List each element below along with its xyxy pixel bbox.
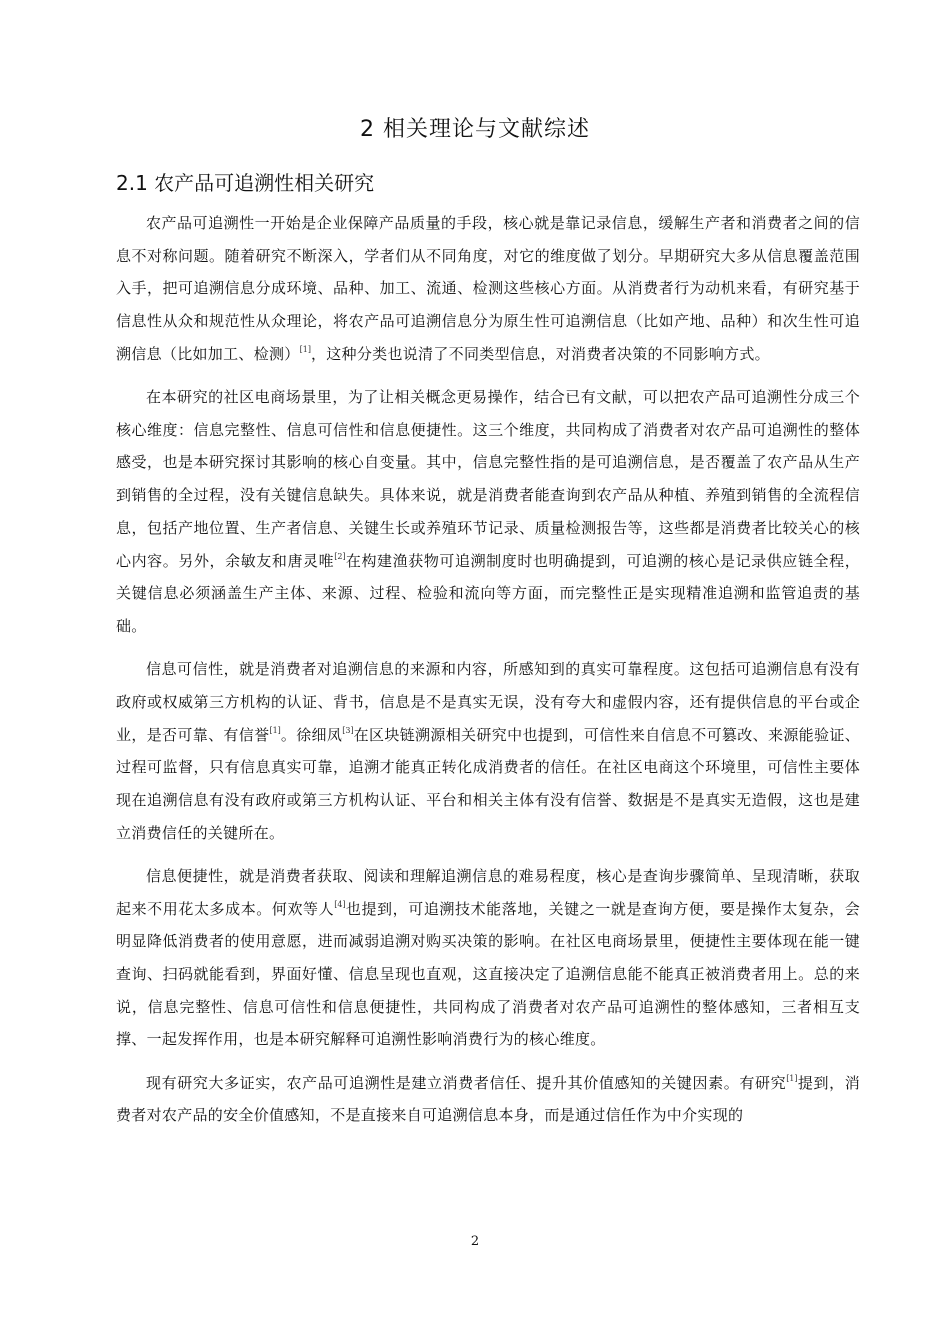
paragraph-text: 信息可信性，就是消费者对追溯信息的来源和内容，所感知到的真实可靠程度。这包括可追溯信息有没有政府或权威第三方机构的认证、背书，信息是不是真实无误，没有夸大和虚假内容，还有提供信息的平台或企业，是否可靠、有信誉 xyxy=(116,660,860,744)
paragraph-text: 在本研究的社区电商场景里，为了让相关概念更易操作，结合已有文献，可以把农产品可追溯性分成三个核心维度：信息完整性、信息可信性和信息便捷性。这三个维度，共同构成了消费者对农产品可追溯性的整体感受，也是本研究探讨其影响的核心自变量。其中，信息完整性指的是可追溯信息，是否覆盖了农产品从生产到销售的全过程，没有关键信息缺失。具体来说，就是消费者能查询到农产品从种植、养殖到销售的全流程信息，包括产地位置、生产者信息、关键生长或养殖环节记录、质量检测报告等，这些都是消费者比较关心的核心内容。另外，余敏友和唐灵唯 xyxy=(116,388,860,570)
citation-ref: [1] xyxy=(299,344,311,354)
paragraph-text: 在区块链溯源相关研究中也提到，可信性来自信息不可篡改、来源能验证、过程可监督，只有信息真实可靠，追溯才能真正转化成消费者的信任。在社区电商这个环境里，可信性主要体现在追溯信息有没有政府或第三方机构认证、平台和相关主体有没有信誉、数据是不是真实无造假，这也是建立消费信任的关键所在。 xyxy=(116,725,861,842)
paragraph-text: 农产品可追溯性一开始是企业保障产品质量的手段，核心就是靠记录信息，缓解生产者和消费者之间的信息不对称问题。随着研究不断深入，学者们从不同角度，对它的维度做了划分。早期研究大多从信息覆盖范围入手，把可追溯信息分成环境、品种、加工、流通、检测这些核心方面。从消费者行为动机来看，有研究基于信息性从众和规范性从众理论，将农产品可追溯信息分为原生性可追溯信息（比如产地、品种）和次生性可追溯信息（比如加工、检测） xyxy=(116,214,860,363)
paragraph-text: 在构建渔获物可追溯制度时也明确提到，可追溯的核心是记录供应链全程，关键信息必须涵盖生产主体、来源、过程、检验和流向等方面，而完整性正是实现精准追溯和监管追责的基础。 xyxy=(116,551,861,635)
body-paragraph xyxy=(116,381,860,643)
paragraph-text: 现有研究大多证实，农产品可追溯性是建立消费者信任、提升其价值感知的关键因素。有研究 xyxy=(146,1073,787,1092)
paragraph-text: 。徐细凤 xyxy=(280,725,343,744)
citation-ref: [1] xyxy=(269,725,281,735)
body-text xyxy=(116,207,860,1132)
citation-ref: [1] xyxy=(786,1073,798,1083)
section-title: 2.1 农产品可追溯性相关研究 xyxy=(116,170,375,195)
page-number: 2 xyxy=(470,1234,480,1249)
body-paragraph xyxy=(116,1067,860,1132)
body-paragraph xyxy=(116,653,860,849)
citation-ref: [4] xyxy=(334,899,346,909)
paragraph-text: ，这种分类也说清了不同类型信息，对消费者决策的不同影响方式。 xyxy=(310,344,770,363)
body-paragraph xyxy=(116,207,860,371)
paragraph-text: 提到，消费者对农产品的安全价值感知，不是直接来自可追溯信息本身，而是通过信任作为中介实现的 xyxy=(116,1073,860,1125)
citation-ref: [2] xyxy=(334,551,346,561)
paragraph-text: 也提到，可追溯技术能落地，关键之一就是查询方便，要是操作太复杂，会明显降低消费者的使用意愿，进而减弱追溯对购买决策的影响。在社区电商场景里，便捷性主要体现在能一键查询、扫码就能看到，界面好懂、信息呈现也直观，这直接决定了追溯信息能不能真正被消费者用上。总的来说，信息完整性、信息可信性和信息便捷性，共同构成了消费者对农产品可追溯性的整体感知，三者相互支撑、一起发挥作用，也是本研究解释可追溯性影响消费行为的核心维度。 xyxy=(116,899,861,1049)
chapter-title: 2 相关理论与文献综述 xyxy=(360,116,590,142)
paragraph-text: 信息便捷性，就是消费者获取、阅读和理解追溯信息的难易程度，核心是查询步骤简单、呈现清晰，获取起来不用花太多成本。何欢等人 xyxy=(116,866,860,918)
citation-ref: [3] xyxy=(342,725,354,735)
body-paragraph xyxy=(116,860,860,1056)
